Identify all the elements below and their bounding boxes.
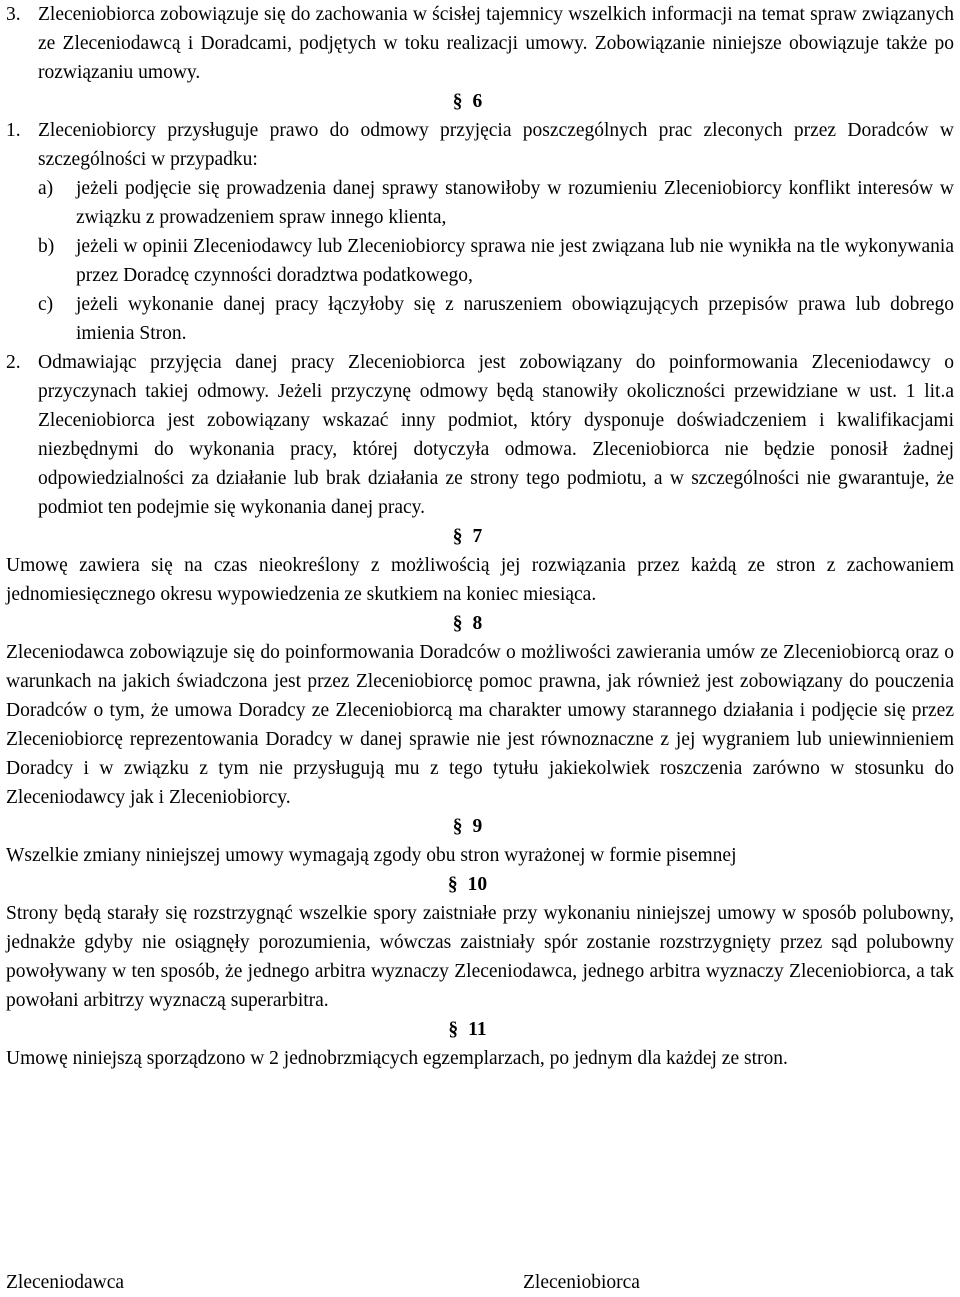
- list-item-text: jeżeli w opinii Zleceniodawcy lub Zleceniobiorcy sprawa nie jest związana lub nie wynikła na tle wykonywania przez Doradcę czynności doradztwa podatkowego,: [76, 236, 954, 286]
- section-number: 7: [472, 526, 483, 547]
- paragraph-3: [6, 0, 954, 87]
- section-number: 8: [472, 613, 483, 634]
- section-symbol: §: [448, 1019, 459, 1040]
- list-item-label: c): [38, 294, 54, 315]
- section-8-text: Zleceniodawca zobowiązuje się do poinformowania Doradców o możliwości zawierania umów ze Zleceniobiorcą oraz o warunkach na jakich świadczona jest przez Zleceniobiorcę pomoc prawna, jak również jest zobowiązany do pouczenia Doradców o tym, że umowa Doradcy ze Zleceniobiorcą ma charakter umowy starannego działania i podjęcie się przez Zleceniobiorcę reprezentowania Doradcy w danej sprawie nie jest równoznaczne z jej wygraniem lub uniewinnieniem Doradcy i w związku z tym nie przysługują mu z tego tytułu jakiekolwiek roszczenia zarówno w stosunku do Zleceniodawcy jak i Zleceniobiorcy.: [6, 642, 954, 808]
- list-item-text: jeżeli podjęcie się prowadzenia danej sprawy stanowiłoby w rozumieniu Zleceniobiorcy konflikt interesów w związku z prowadzeniem spraw innego klienta,: [76, 178, 954, 228]
- section-number: 9: [472, 816, 483, 837]
- list-item-label: a): [38, 178, 54, 199]
- list-item-a: [6, 174, 954, 232]
- list-item-label: b): [38, 236, 55, 257]
- section-11-text: Umowę niniejszą sporządzono w 2 jednobrzmiących egzemplarzach, po jednym dla każdej ze stron.: [6, 1048, 788, 1069]
- signature-label-zleceniobiorca: Zleceniobiorca: [523, 1272, 640, 1293]
- paragraph-number: 3.: [6, 4, 21, 25]
- section-number: 6: [472, 91, 483, 112]
- list-item-c: [6, 290, 954, 348]
- list-item-text: jeżeli wykonanie danej pracy łączyłoby się z naruszeniem obowiązujących przepisów prawa lub dobrego imienia Stron.: [76, 294, 954, 344]
- paragraph-6-1: [6, 116, 954, 174]
- section-number: 10: [467, 874, 488, 895]
- section-symbol: §: [447, 874, 458, 895]
- section-symbol: §: [452, 526, 463, 547]
- paragraph-6-2: [6, 348, 954, 522]
- paragraph-text: Zleceniobiorcy przysługuje prawo do odmowy przyjęcia poszczególnych prac zleconych przez Doradców w szczególności w przypadku:: [38, 120, 954, 170]
- section-symbol: §: [452, 613, 463, 634]
- section-number: 11: [468, 1019, 487, 1040]
- section-heading-10: [0, 870, 954, 899]
- section-symbol: §: [452, 816, 463, 837]
- section-7-text: Umowę zawiera się na czas nieokreślony z możliwością jej rozwiązania przez każdą ze stron z zachowaniem jednomiesięcznego okresu wypowiedzenia ze skutkiem na koniec miesiąca.: [6, 555, 954, 605]
- paragraph-number: 1.: [6, 120, 21, 141]
- section-heading-6: [0, 87, 954, 116]
- paragraph-number: 2.: [6, 352, 21, 373]
- signature-block: [6, 1268, 954, 1297]
- paragraph-text: Odmawiając przyjęcia danej pracy Zleceniobiorca jest zobowiązany do poinformowania Zleceniodawcy o przyczynach takiej odmowy. Jeżeli przyczynę odmowy będą stanowiły okoliczności przewidziane w ust. 1 lit.a Zleceniobiorca jest zobowiązany wskazać inny podmiot, który dysponuje doświadczeniem i kwalifikacjami niezbędnymi do wykonania pracy, której dotyczyła odmowa. Zleceniobiorca nie będzie ponosił żadnej odpowiedzialności za działanie lub brak działania ze strony tego podmiotu, a w szczególności nie gwarantuje, że podmiot ten podejmie się wykonania danej pracy.: [38, 352, 954, 518]
- section-heading-7: [0, 522, 954, 551]
- list-item-b: [6, 232, 954, 290]
- document-page: [6, 0, 954, 1073]
- section-heading-11: [0, 1015, 954, 1044]
- section-10-text: Strony będą starały się rozstrzygnąć wszelkie spory zaistniałe przy wykonaniu niniejszej umowy w sposób polubowny, jednakże gdyby nie osiągnęły porozumienia, wówczas zaistniały spór zostanie rozstrzygnięty przez sąd polubowny powoływany w ten sposób, że jednego arbitra wyznaczy Zleceniodawca, jednego arbitra wyznaczy Zleceniobiorca, a tak powołani arbitrzy wyznaczą superarbitra.: [6, 903, 954, 1011]
- section-symbol: §: [452, 91, 463, 112]
- section-9-text: Wszelkie zmiany niniejszej umowy wymagają zgody obu stron wyrażonej w formie pisemnej: [6, 845, 737, 866]
- signature-label-zleceniodawca: Zleceniodawca: [6, 1272, 125, 1293]
- paragraph-text: Zleceniobiorca zobowiązuje się do zachowania w ścisłej tajemnicy wszelkich informacji na temat spraw związanych ze Zleceniodawcą i Doradcami, podjętych w toku realizacji umowy. Zobowiązanie niniejsze obowiązuje także po rozwiązaniu umowy.: [38, 4, 954, 83]
- section-heading-9: [0, 812, 954, 841]
- section-heading-8: [0, 609, 954, 638]
